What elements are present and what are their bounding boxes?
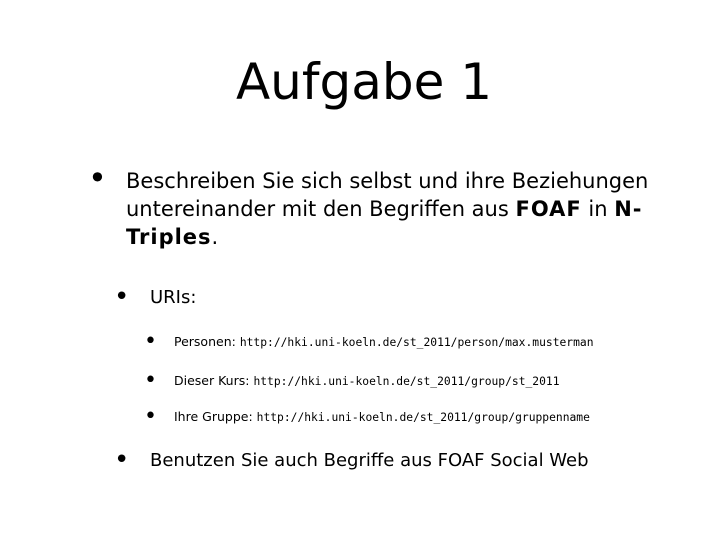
bullet-icon: • [88,159,107,197]
uri-item-personen [174,333,594,352]
uri-item-kurs [174,372,560,391]
uri-item-url: http://hki.uni-koeln.de/st_2011/group/st_2011 [253,375,560,388]
uri-item-url: http://hki.uni-koeln.de/st_2011/person/max.musterman [239,336,594,349]
slide-title: Aufgabe 1 [235,53,493,111]
task-description [126,167,706,251]
bullet-icon: • [114,445,130,475]
task-bold-foaf: FOAF [515,197,582,221]
foaf-social-web-note: Benutzen Sie auch Begriffe aus FOAF Social Web [150,450,589,471]
uri-item-url: http://hki.uni-koeln.de/st_2011/group/gruppenname [256,411,590,424]
uri-item-label: Personen: [174,334,236,349]
bullet-icon: • [114,282,130,312]
task-text-part1: Beschreiben Sie sich selbst und ihre Beziehungen untereinander mit den Begriffen aus [126,169,649,221]
bullet-icon: • [144,404,157,429]
uri-item-label: Dieser Kurs: [174,373,250,388]
bullet-icon: • [144,368,157,393]
bullet-icon: • [144,329,157,354]
uri-item-gruppe [174,408,590,427]
uris-label: URIs: [150,287,197,308]
task-text-part3: . [211,225,219,249]
task-text-part2: in [581,197,615,221]
uri-item-label: Ihre Gruppe: [174,409,253,424]
task-bold-ntriples: N-Triples [126,197,643,249]
